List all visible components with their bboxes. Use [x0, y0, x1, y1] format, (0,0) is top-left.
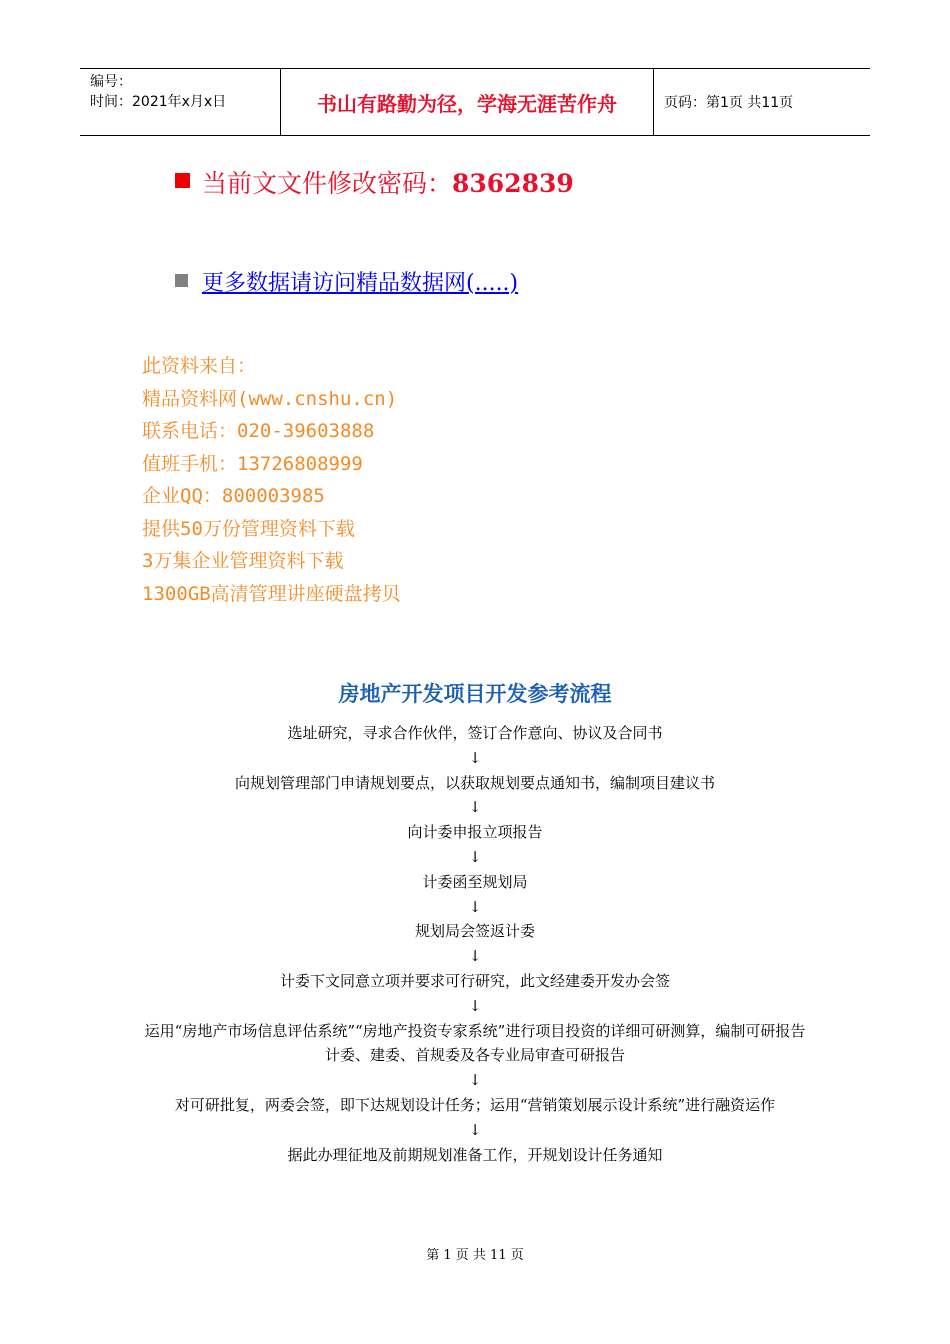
source-line: 值班手机：13726808999: [142, 452, 363, 475]
source-line: 此资料来自：: [142, 355, 257, 377]
source-line: 提供50万份管理资料下载: [142, 517, 355, 540]
flow-step: 据此办理征地及前期规划准备工作，开规划设计任务通知: [287, 1145, 663, 1164]
source-line: 企业QQ：800003985: [142, 485, 325, 507]
down-arrow-icon: ↓: [468, 798, 482, 817]
flow-step: 向计委申报立项报告: [407, 823, 543, 842]
source-line: 精品资料网(www.cnshu.cn): [142, 387, 398, 410]
down-arrow-icon: ↓: [468, 1120, 482, 1139]
page-footer: 第 1 页 共 11 页: [426, 1248, 524, 1263]
password-value: 8362839: [452, 169, 574, 198]
flow-step: 运用“房地产市场信息评估系统”“房地产投资专家系统”进行项目投资的详细可研测算，编制可研报告: [144, 1021, 806, 1040]
flow-step: 向规划管理部门申请规划要点，以获取规划要点通知书，编制项目建议书: [234, 773, 715, 792]
header-number-label: 编号：: [90, 74, 132, 90]
down-arrow-icon: ↓: [468, 897, 482, 916]
red-square-bullet-icon: [175, 173, 190, 188]
process-flow: [140, 721, 810, 1167]
flow-step: 计委函至规划局: [422, 872, 528, 891]
down-arrow-icon: ↓: [468, 947, 482, 966]
down-arrow-icon: ↓: [468, 748, 482, 767]
down-arrow-icon: ↓: [468, 847, 482, 866]
flow-step: 计委、建委、首规委及各专业局审查可研报告: [324, 1046, 625, 1065]
more-data-link[interactable]: 更多数据请访问精品数据网(.....): [202, 271, 519, 296]
header-motto: 书山有路勤为径，学海无涯苦作舟: [281, 69, 654, 135]
source-line: 联系电话：020-39603888: [142, 420, 375, 442]
source-line: 1300GB高清管理讲座硬盘拷贝: [142, 582, 401, 605]
flow-step: 规划局会签返计委: [414, 922, 535, 941]
flow-step: 选址研究，寻求合作伙伴，签订合作意向、协议及合同书: [287, 724, 663, 742]
down-arrow-icon: ↓: [468, 1071, 482, 1090]
source-info-block: [142, 350, 401, 610]
header-meta-cell: [80, 69, 281, 135]
flow-step: 计委下文同意立项并要求可行研究，此文经建委开发办会签: [279, 971, 670, 990]
header-page-info: 页码：第1页 共11页: [664, 95, 794, 111]
down-arrow-icon: ↓: [468, 996, 482, 1015]
gray-square-bullet-icon: [175, 274, 188, 287]
password-line: [175, 166, 574, 202]
header-time-label: 时间：2021年x月x日: [90, 94, 227, 110]
more-data-line: [175, 268, 518, 300]
password-label: 当前文文件修改密码：: [202, 169, 453, 198]
flow-step: 对可研批复，两委会签，即下达规划设计任务；运用“营销策划展示设计系统”进行融资运作: [174, 1095, 776, 1114]
document-title: 房地产开发项目开发参考流程: [338, 681, 612, 706]
header-table: [80, 68, 870, 136]
source-line: 3万集企业管理资料下载: [142, 550, 344, 572]
